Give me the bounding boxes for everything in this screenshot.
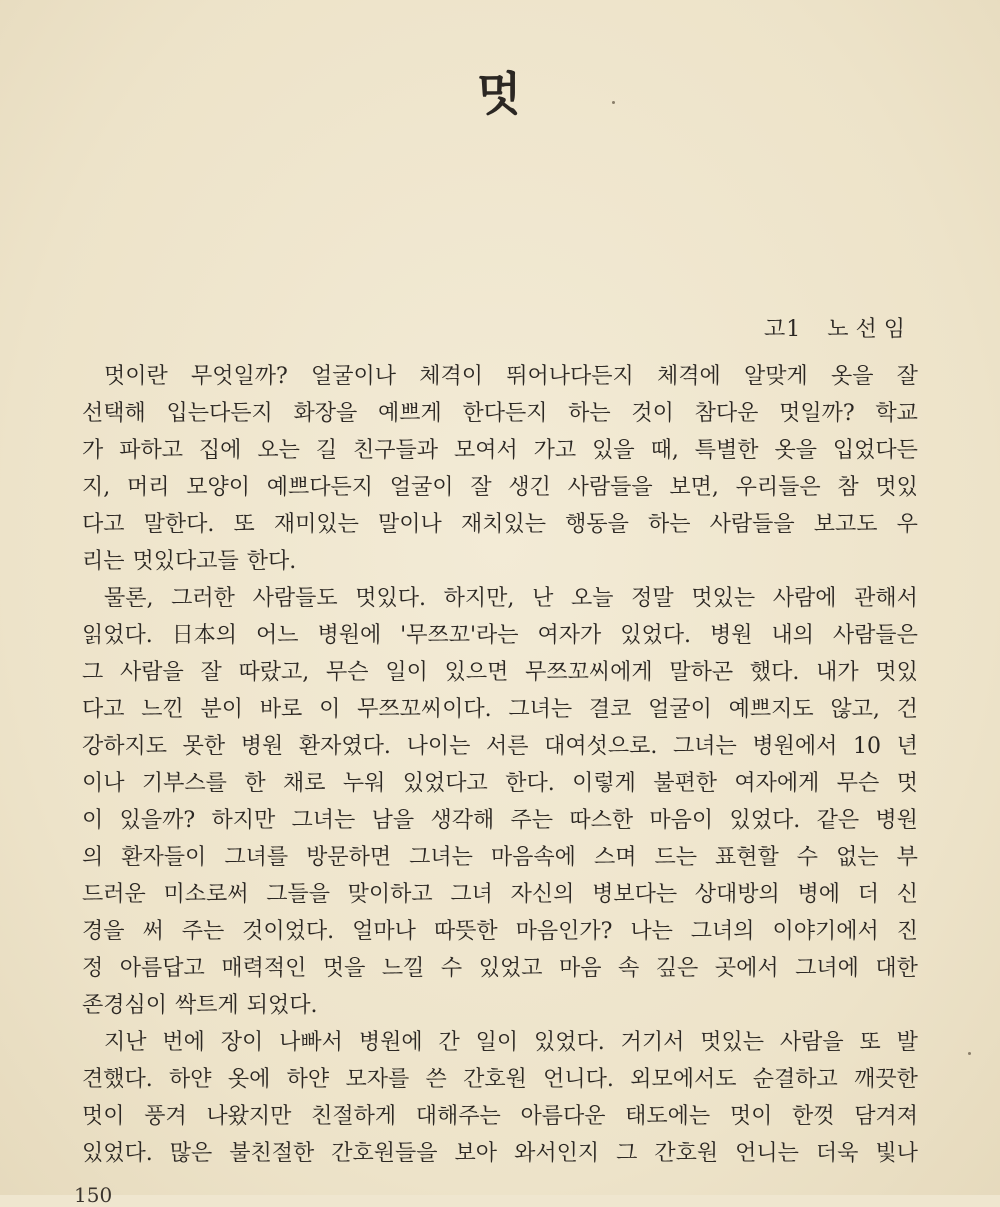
body-word: 길 <box>315 438 338 463</box>
body-word: 친절하게 <box>311 1104 397 1129</box>
body-word: 있을까? <box>119 808 196 833</box>
body-word: 사람들을 <box>709 512 795 537</box>
body-word: 말이나 <box>378 512 442 537</box>
body-word: 그녀 <box>450 882 493 907</box>
body-word: 입는다든지 <box>166 401 273 426</box>
body-word: 옷에 <box>227 1067 271 1092</box>
body-word: 년 <box>896 734 918 759</box>
body-word: 더 <box>857 882 879 907</box>
body-word: 멋있는 <box>691 586 756 611</box>
body-word: 있었다. <box>729 808 801 833</box>
body-word: 때, <box>650 438 679 463</box>
body-word: 우 <box>896 512 918 537</box>
body-line <box>82 691 918 728</box>
body-word: 누워 <box>342 771 386 796</box>
body-word: 나는 <box>630 919 673 944</box>
body-word: 그 <box>82 660 104 685</box>
body-word: 있을 <box>592 438 635 463</box>
body-word: 이 <box>319 697 341 722</box>
body-word: 친구들과 <box>353 438 439 463</box>
body-word: 마음 <box>558 956 602 981</box>
body-word: 되었다. <box>246 993 318 1018</box>
body-line <box>82 654 918 691</box>
body-word: 없는 <box>836 845 879 870</box>
body-word: 간호원 <box>463 1067 527 1092</box>
body-word: 모자를 <box>345 1067 410 1092</box>
body-line <box>82 543 918 580</box>
body-word: 특별한 <box>694 438 759 463</box>
body-word: 멋이 <box>82 1104 125 1129</box>
body-word: 여자가 <box>537 623 602 648</box>
body-word: 견했다. <box>82 1067 153 1092</box>
body-word: 주는 <box>510 808 554 833</box>
body-line <box>82 987 918 1024</box>
body-word: 얼굴이나 <box>311 364 397 389</box>
body-word: 부 <box>896 845 918 870</box>
body-word: 옷을 <box>774 438 817 463</box>
body-word: 병원에서 <box>752 734 838 759</box>
body-word: 잘 <box>896 364 918 389</box>
body-word: 무쯔꼬씨에게 <box>525 660 653 685</box>
body-word: 결코 <box>588 697 632 722</box>
body-word: 간호원 <box>654 1141 719 1166</box>
body-word: 정말 <box>631 586 674 611</box>
body-word: 경을 <box>82 919 125 944</box>
body-word: 순결하고 <box>752 1067 838 1092</box>
body-word: 것이었다. <box>242 919 335 944</box>
body-word: 따스한 <box>569 808 634 833</box>
body-word: 싹트게 <box>175 993 239 1018</box>
body-word: 무슨 <box>836 771 880 796</box>
body-word: 채로 <box>282 771 326 796</box>
body-word: 남을 <box>371 808 415 833</box>
body-word: 그녀의 <box>690 919 755 944</box>
body-word: 참다운 <box>694 401 759 426</box>
body-word: 드는 <box>654 845 697 870</box>
body-word: 멋이 <box>729 1104 773 1129</box>
body-word: 그녀는 <box>508 697 573 722</box>
body-word: 옷을 <box>830 364 874 389</box>
body-word: 멋있다고들 <box>132 549 239 574</box>
body-word: 아름답고 <box>119 956 205 981</box>
body-word: 주는 <box>181 919 225 944</box>
body-word: 한다. <box>505 771 555 796</box>
body-word: 내의 <box>771 623 814 648</box>
body-word: 학교 <box>875 401 918 426</box>
body-line <box>82 765 918 802</box>
body-word: 입었다든 <box>832 438 918 463</box>
body-word: 그녀는 <box>409 845 473 870</box>
body-word: 리는 <box>82 549 125 574</box>
paper-speck <box>612 101 615 104</box>
body-word: 사람을 <box>120 660 184 685</box>
body-word: 간 <box>438 1030 460 1055</box>
body-line <box>82 580 918 617</box>
body-word: 파하고 <box>119 438 183 463</box>
body-word: 선택해 <box>82 401 146 426</box>
body-line <box>82 913 918 950</box>
body-word: 보면, <box>669 475 719 500</box>
body-word: 예쁘다든지 <box>266 475 374 500</box>
body-word: 언니는 <box>735 1141 799 1166</box>
body-word: 마음인가? <box>515 919 613 944</box>
body-word: 있었다. <box>620 623 691 648</box>
body-word: 또 <box>233 512 255 537</box>
body-word: 있었고 <box>478 956 543 981</box>
body-word: 이렇게 <box>572 771 636 796</box>
body-word: 병원에 <box>317 623 382 648</box>
body-word: 생긴 <box>508 475 551 500</box>
body-word: 써 <box>142 919 164 944</box>
body-word: 와서인지 <box>514 1141 600 1166</box>
body-word: 못한 <box>182 734 226 759</box>
body-word: 마음속에 <box>490 845 576 870</box>
author-line <box>764 312 912 343</box>
body-word: 빛나 <box>875 1141 918 1166</box>
body-word: 하얀 <box>286 1067 330 1092</box>
body-word: 미소로써 <box>163 882 249 907</box>
body-word: 예쁘지도 <box>728 697 814 722</box>
body-word: 곳에서 <box>714 956 779 981</box>
body-word: 존경심이 <box>82 993 168 1018</box>
body-word: 여자에게 <box>734 771 820 796</box>
body-word: 많은 <box>169 1141 213 1166</box>
body-word: 같은 <box>816 808 860 833</box>
body-word: 표현할 <box>715 845 779 870</box>
body-word: 태도에는 <box>625 1104 711 1129</box>
body-word: 보아 <box>454 1141 498 1166</box>
body-word: 오늘 <box>570 586 614 611</box>
body-word: 모여서 <box>453 438 518 463</box>
paper-speck <box>968 1052 971 1055</box>
body-word: 행동을 <box>565 512 629 537</box>
body-line <box>82 802 918 839</box>
body-word: 느낀 <box>141 697 184 722</box>
body-word: 알맞게 <box>743 364 808 389</box>
body-word: 속 <box>618 956 640 981</box>
body-word: 나빠서 <box>279 1030 343 1055</box>
body-line <box>82 617 918 654</box>
body-word: 언니다. <box>543 1067 614 1092</box>
body-word: 수 <box>796 845 819 870</box>
body-word: 대여섯으로. <box>544 734 658 759</box>
body-word: 잘 <box>200 660 222 685</box>
body-word: 이 <box>82 808 104 833</box>
body-word: 그녀는 <box>291 808 356 833</box>
body-word: 하얀 <box>169 1067 212 1092</box>
body-word: 하지만 <box>211 808 276 833</box>
body-line <box>82 506 918 543</box>
body-word: 병원 <box>875 808 918 833</box>
body-word: 불친절한 <box>229 1141 315 1166</box>
body-word: 병원 <box>709 623 753 648</box>
author-name: 노선임 <box>827 317 912 342</box>
body-word: 읽었다. <box>82 623 153 648</box>
body-word: 신 <box>896 882 918 907</box>
body-word: 화장을 <box>293 401 358 426</box>
body-word: 것이 <box>631 401 674 426</box>
body-word: 이나 <box>82 771 125 796</box>
body-line <box>82 1098 918 1135</box>
body-word: 생각해 <box>430 808 495 833</box>
body-word: 스며 <box>593 845 637 870</box>
body-word: 대한 <box>875 956 918 981</box>
body-word: 얼굴이 <box>648 697 712 722</box>
body-word: 병원에 <box>358 1030 423 1055</box>
body-word: 어느 <box>255 623 299 648</box>
body-word: 무슨 <box>326 660 369 685</box>
body-word: 바로 <box>259 697 303 722</box>
body-word: 물론, <box>104 586 154 611</box>
body-word: 모양이 <box>186 475 251 500</box>
essay-body <box>82 358 918 1172</box>
body-word: 느낄 <box>381 956 425 981</box>
body-word: 거기서 <box>620 1030 685 1055</box>
body-word: 있었다고 <box>402 771 488 796</box>
body-word: 간호원들을 <box>331 1141 438 1166</box>
body-word: 日本의 <box>171 623 237 648</box>
body-word: 방문하면 <box>306 845 392 870</box>
body-word: 매력적인 <box>221 956 307 981</box>
body-word: 하는 <box>647 512 691 537</box>
body-word: 관해서 <box>854 586 918 611</box>
body-word: 있었다. <box>533 1030 605 1055</box>
body-word: 상대방의 <box>694 882 780 907</box>
body-word: 오는 <box>257 438 300 463</box>
body-word: 한다든지 <box>462 401 548 426</box>
body-word: 의 <box>82 845 104 870</box>
body-word: 않고, <box>830 697 880 722</box>
body-word: 사람을 <box>779 1030 844 1055</box>
body-word: 드러운 <box>82 882 146 907</box>
body-word: 얼굴이 <box>389 475 454 500</box>
body-word: 일이 <box>475 1030 519 1055</box>
body-word: 보고도 <box>813 512 878 537</box>
body-line <box>82 876 918 913</box>
body-word: 말하곤 <box>669 660 734 685</box>
body-word: 나이는 <box>406 734 471 759</box>
body-word: 깨끗한 <box>854 1067 918 1092</box>
body-word: 재치있는 <box>460 512 546 537</box>
body-word: 풍겨 <box>144 1104 187 1129</box>
body-word: 기부스를 <box>141 771 227 796</box>
body-word: 머리 <box>127 475 170 500</box>
body-word: 말한다. <box>143 512 215 537</box>
body-word: 진 <box>896 919 918 944</box>
body-word: 10 <box>853 734 882 759</box>
page-number: 150 <box>74 1183 113 1207</box>
body-word: 사람에 <box>772 586 837 611</box>
author-grade: 고1 <box>763 317 802 342</box>
body-word: 그러한 <box>171 586 235 611</box>
body-word: 얼마나 <box>352 919 416 944</box>
body-word: 따뜻한 <box>433 919 498 944</box>
body-word: 멋있 <box>875 475 918 500</box>
body-word: 사람들도 <box>252 586 338 611</box>
body-line <box>82 432 918 469</box>
body-word: 건 <box>896 697 918 722</box>
body-word: 멋일까? <box>779 401 855 426</box>
body-word: 있으면 <box>444 660 509 685</box>
body-word: 가고 <box>533 438 577 463</box>
body-word: 가 <box>82 438 104 463</box>
body-line <box>82 395 918 432</box>
body-word: 체격에 <box>656 364 721 389</box>
body-word: 멋있 <box>875 660 918 685</box>
body-word: 한껏 <box>792 1104 835 1129</box>
body-word: 외모에서도 <box>630 1067 737 1092</box>
body-word: 병원 <box>240 734 284 759</box>
body-word: 마음이 <box>649 808 714 833</box>
body-word: 맞이하고 <box>347 882 433 907</box>
body-word: 참 <box>837 475 859 500</box>
body-word: 다고 <box>82 697 125 722</box>
body-word: 뛰어나다든지 <box>506 364 634 389</box>
body-word: 또 <box>859 1030 881 1055</box>
body-word: 병보다는 <box>592 882 678 907</box>
body-word: 난 <box>532 586 554 611</box>
body-line <box>82 358 918 395</box>
body-word: 멋있다. <box>355 586 426 611</box>
body-word: 집에 <box>198 438 242 463</box>
body-word: 무쯔꼬씨이다. <box>357 697 492 722</box>
body-word: 그들을 <box>266 882 330 907</box>
body-line <box>82 1024 918 1061</box>
body-word: 대해주는 <box>415 1104 501 1129</box>
body-word: 아름다운 <box>520 1104 606 1129</box>
body-word: 따랐고, <box>238 660 310 685</box>
body-word: 사람들은 <box>832 623 918 648</box>
body-word: 재미있는 <box>273 512 359 537</box>
body-word: 멋이란 <box>104 364 168 389</box>
body-word: 강하지도 <box>82 734 168 759</box>
body-word: 내가 <box>816 660 859 685</box>
body-word: 쓴 <box>425 1067 447 1092</box>
body-word: 다고 <box>82 512 125 537</box>
body-word: 잘 <box>470 475 492 500</box>
essay-title: 멋 <box>476 67 524 121</box>
body-word: 번에 <box>162 1030 205 1055</box>
body-line <box>82 728 918 765</box>
body-word: 지, <box>82 475 111 500</box>
body-word: 불편한 <box>653 771 717 796</box>
body-word: 그녀는 <box>672 734 737 759</box>
body-word: 예쁘게 <box>377 401 442 426</box>
body-line <box>82 469 918 506</box>
body-word: 무엇일까? <box>190 364 288 389</box>
body-word: 환자였다. <box>298 734 391 759</box>
body-word: 나왔지만 <box>206 1104 292 1129</box>
body-line <box>82 1061 918 1098</box>
body-word: '무쯔꼬'라는 <box>400 623 519 648</box>
body-word: 우리들은 <box>735 475 821 500</box>
body-word: 멋있는 <box>700 1030 765 1055</box>
body-word: 더욱 <box>815 1141 859 1166</box>
body-word: 지난 <box>104 1030 147 1055</box>
body-line <box>82 950 918 987</box>
body-word: 장이 <box>220 1030 264 1055</box>
body-line <box>82 839 918 876</box>
body-word: 한 <box>244 771 266 796</box>
body-word: 일이 <box>385 660 428 685</box>
body-word: 이야기에서 <box>772 919 879 944</box>
body-word: 깊은 <box>655 956 699 981</box>
body-word: 하는 <box>568 401 611 426</box>
body-word: 사람들을 <box>567 475 653 500</box>
body-word: 환자들이 <box>121 845 207 870</box>
body-word: 체격이 <box>419 364 484 389</box>
body-word: 서른 <box>485 734 529 759</box>
body-word: 병에 <box>797 882 841 907</box>
body-line <box>82 1135 918 1172</box>
body-word: 담겨져 <box>854 1104 918 1129</box>
body-word: 분이 <box>200 697 244 722</box>
body-word: 멋을 <box>322 956 366 981</box>
body-word: 그 <box>616 1141 638 1166</box>
body-word: 하지만, <box>443 586 515 611</box>
body-word: 정 <box>82 956 104 981</box>
body-word: 한다. <box>246 549 297 574</box>
body-word: 있었다. <box>82 1141 153 1166</box>
body-word: 했다. <box>749 660 800 685</box>
body-word: 그녀에 <box>795 956 859 981</box>
body-word: 그녀를 <box>224 845 289 870</box>
body-word: 수 <box>440 956 463 981</box>
body-word: 자신의 <box>510 882 575 907</box>
body-word: 멋 <box>896 771 918 796</box>
body-word: 발 <box>896 1030 918 1055</box>
